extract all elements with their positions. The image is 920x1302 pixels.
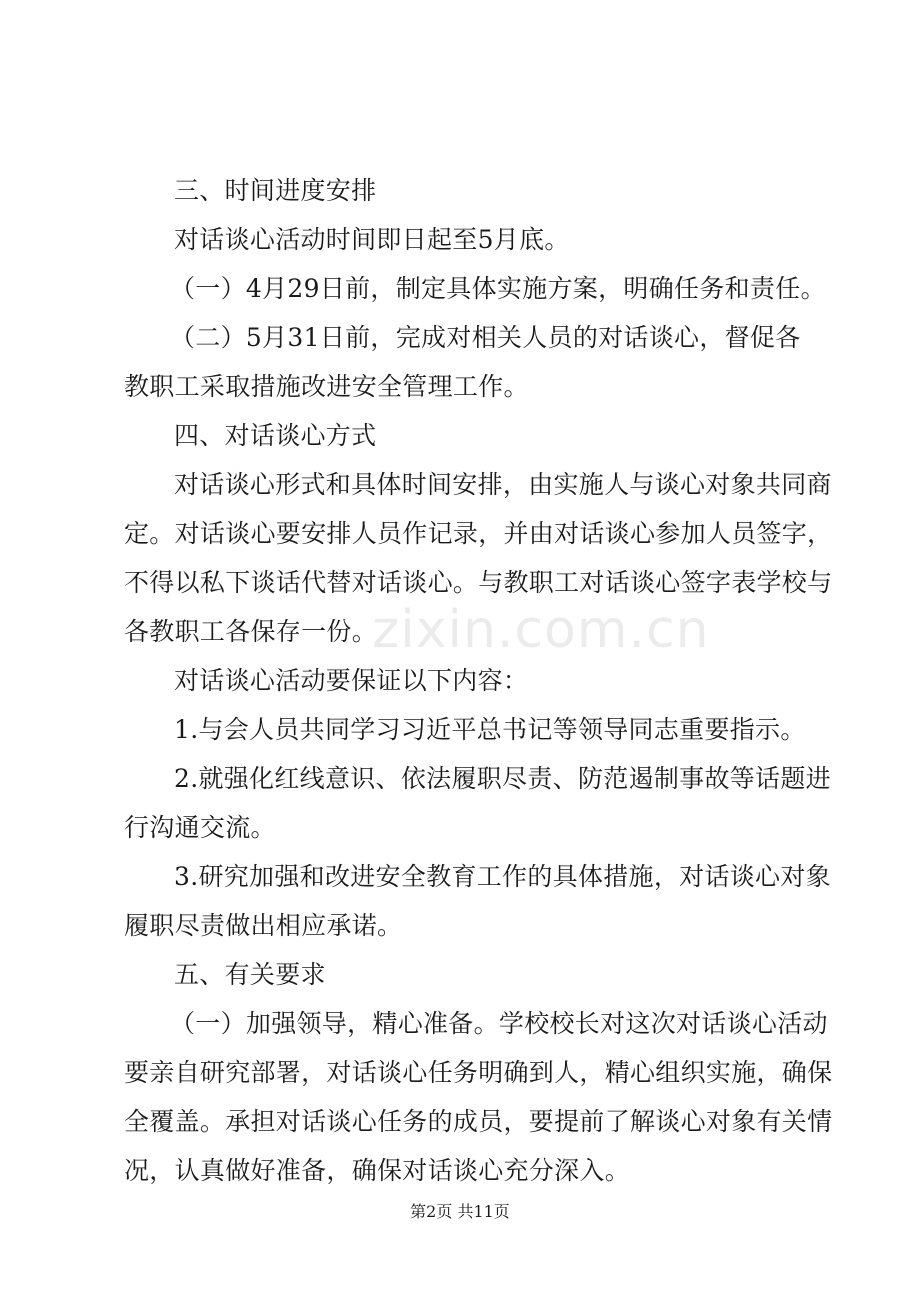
paragraph-line: 教职工采取措施改进安全管理工作。 <box>124 372 529 401</box>
paragraph-line: 各教职工各保存一份。 <box>124 617 378 646</box>
paragraph-line: 要亲自研究部署，对话谈心任务明确到人，精心组织实施，确保 <box>124 1058 833 1087</box>
section-heading-4: 四、对话谈心方式 <box>174 421 377 450</box>
paragraph-line: 不得以私下谈话代替对话谈心。与教职工对话谈心签字表学校与 <box>124 568 833 597</box>
list-item: 3.研究加强和改进安全教育工作的具体措施，对话谈心对象 <box>174 862 831 891</box>
paragraph-line: 况，认真做好准备，确保对话谈心充分深入。 <box>124 1156 631 1185</box>
watermark: zixin.com.cn <box>372 600 710 660</box>
paragraph-line: 全覆盖。承担对话谈心任务的成员，要提前了解谈心对象有关情 <box>124 1107 833 1136</box>
list-item: 1.与会人员共同学习习近平总书记等领导同志重要指示。 <box>174 715 806 744</box>
paragraph-line: 对话谈心活动要保证以下内容： <box>174 666 529 695</box>
paragraph-line: 定。对话谈心要安排人员作记录，并由对话谈心参加人员签字， <box>124 519 833 548</box>
page-footer: 第2页 共11页 <box>410 1202 510 1221</box>
paragraph-line: 行沟通交流。 <box>124 813 276 842</box>
section-heading-3: 三、时间进度安排 <box>174 176 377 205</box>
paragraph-line: 对话谈心活动时间即日起至5月底。 <box>174 225 570 254</box>
document-body <box>124 166 833 1195</box>
paragraph-line: （二）5月31日前，完成对相关人员的对话谈心，督促各 <box>170 323 801 352</box>
paragraph-line: （一）4月29日前，制定具体实施方案，明确任务和责任。 <box>170 274 826 303</box>
paragraph-line: 对话谈心形式和具体时间安排，由实施人与谈心对象共同商 <box>174 470 832 499</box>
section-heading-5: 五、有关要求 <box>174 960 326 989</box>
paragraph-line: （一）加强领导，精心准备。学校校长对这次对话谈心活动 <box>170 1009 828 1038</box>
list-item: 2.就强化红线意识、依法履职尽责、防范遏制事故等话题进 <box>174 764 831 793</box>
paragraph-line: 履职尽责做出相应承诺。 <box>124 911 403 940</box>
